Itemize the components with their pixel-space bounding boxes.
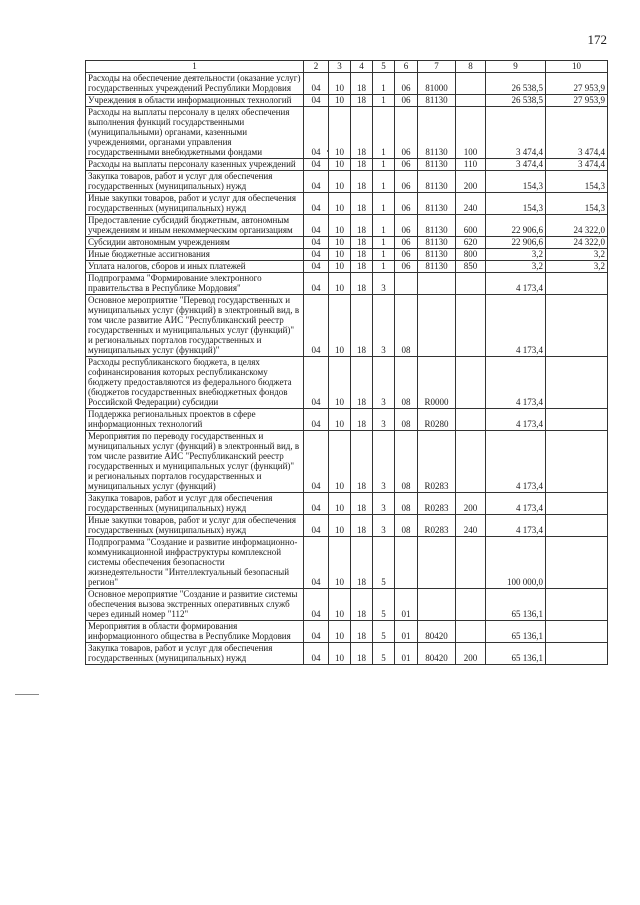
page-number: 172 — [587, 32, 607, 47]
direction-cell — [418, 295, 456, 357]
subprogram-cell: 1 — [373, 249, 395, 261]
amount-cell: 100 000,0 — [486, 537, 546, 589]
direction-cell: 81130 — [418, 249, 456, 261]
subprogram-cell: 1 — [373, 237, 395, 249]
program-cell: 18 — [351, 273, 373, 295]
table-row — [86, 621, 608, 643]
amount-cell: 65 136,1 — [486, 643, 546, 665]
program-cell: 18 — [351, 171, 373, 193]
section-cell: 04 — [304, 171, 329, 193]
subprogram-cell: 1 — [373, 193, 395, 215]
program-cell: 18 — [351, 431, 373, 493]
expense-name-cell: Закупка товаров, работ и услуг для обеспечения государственных (муниципальных) нужд — [86, 493, 304, 515]
section-cell: 04 — [304, 589, 329, 621]
program-cell: 18 — [351, 159, 373, 171]
section-cell: 04 — [304, 431, 329, 493]
direction-cell: 81130 — [418, 193, 456, 215]
amount-cell: 4 173,4 — [486, 357, 546, 409]
amount-cell: 4 173,4 — [486, 295, 546, 357]
expense-type-cell: 800 — [456, 249, 486, 261]
direction-cell: 81130 — [418, 215, 456, 237]
expense-type-cell — [456, 537, 486, 589]
section-cell: 04 — [304, 295, 329, 357]
column-number-6: 6 — [395, 61, 418, 73]
main-event-cell: 01 — [395, 643, 418, 665]
amount-next-cell — [546, 515, 608, 537]
amount-next-cell — [546, 295, 608, 357]
column-number-10: 10 — [546, 61, 608, 73]
amount-next-cell: 27 953,9 — [546, 95, 608, 107]
table-row — [86, 249, 608, 261]
subsection-cell: 10 — [329, 589, 351, 621]
program-cell: 18 — [351, 515, 373, 537]
section-cell: 04 — [304, 107, 329, 159]
program-cell: 18 — [351, 249, 373, 261]
subsection-cell: 10 — [329, 237, 351, 249]
expense-name-cell: Расходы республиканского бюджета, в целях софинансирования которых республиканскому бюджету предоставляются из федерального бюджета (бюджетов государственных внебюджетных фондов Российской Федерации) субсидии — [86, 357, 304, 409]
subsection-cell: 10 — [329, 107, 351, 159]
direction-cell: R0283 — [418, 431, 456, 493]
table-row — [86, 107, 608, 159]
expense-type-cell: 200 — [456, 171, 486, 193]
amount-next-cell: 3,2 — [546, 249, 608, 261]
amount-next-cell — [546, 643, 608, 665]
expense-type-cell: 240 — [456, 193, 486, 215]
direction-cell: R0280 — [418, 409, 456, 431]
program-cell: 18 — [351, 643, 373, 665]
section-cell: 04 — [304, 159, 329, 171]
expense-type-cell: 850 — [456, 261, 486, 273]
direction-cell — [418, 273, 456, 295]
table-row — [86, 237, 608, 249]
main-event-cell: 08 — [395, 295, 418, 357]
program-cell: 18 — [351, 95, 373, 107]
section-cell: 04 — [304, 73, 329, 95]
amount-next-cell: 154,3 — [546, 193, 608, 215]
expense-type-cell — [456, 409, 486, 431]
section-cell: 04 — [304, 95, 329, 107]
expense-name-cell: Подпрограмма "Создание и развитие информационно-коммуникационной инфраструктуры комплексной системы обеспечения безопасности жизнедеятельности "Интеллектуальный безопасный регион" — [86, 537, 304, 589]
expense-name-cell: Мероприятия по переводу государственных и муниципальных услуг (функций) в электронный вид, в том числе развитие АИС "Республиканский реестр государственных и муниципальных услуг (функций)" и региональных порталов государственных и муниципальных услуг (функций) — [86, 431, 304, 493]
table-body — [86, 73, 608, 665]
amount-cell: 4 173,4 — [486, 493, 546, 515]
direction-cell: R0283 — [418, 515, 456, 537]
amount-next-cell — [546, 537, 608, 589]
subsection-cell: 10 — [329, 409, 351, 431]
main-event-cell: 06 — [395, 73, 418, 95]
budget-table — [85, 60, 608, 665]
scan-artifact-line — [15, 694, 39, 695]
program-cell: 18 — [351, 261, 373, 273]
expense-type-cell: 200 — [456, 643, 486, 665]
expense-name-cell: Поддержка региональных проектов в сфере информационных технологий — [86, 409, 304, 431]
amount-cell: 26 538,5 — [486, 73, 546, 95]
subsection-cell: 10 — [329, 193, 351, 215]
table-row — [86, 73, 608, 95]
expense-type-cell — [456, 431, 486, 493]
column-number-4: 4 — [351, 61, 373, 73]
subprogram-cell: 1 — [373, 107, 395, 159]
subsection-cell: 10 — [329, 537, 351, 589]
section-cell: 04 — [304, 357, 329, 409]
subprogram-cell: 5 — [373, 537, 395, 589]
subprogram-cell: 3 — [373, 493, 395, 515]
main-event-cell: 08 — [395, 515, 418, 537]
direction-cell: 81130 — [418, 171, 456, 193]
subsection-cell: 10 — [329, 171, 351, 193]
expense-name-cell: Закупка товаров, работ и услуг для обеспечения государственных (муниципальных) нужд — [86, 171, 304, 193]
amount-cell: 3 474,4 — [486, 159, 546, 171]
expense-type-cell: 620 — [456, 237, 486, 249]
amount-cell: 154,3 — [486, 171, 546, 193]
column-number-3: 3 — [329, 61, 351, 73]
direction-cell — [418, 589, 456, 621]
amount-cell: 4 173,4 — [486, 515, 546, 537]
expense-name-cell: Иные закупки товаров, работ и услуг для обеспечения государственных (муниципальных) нужд — [86, 193, 304, 215]
expense-type-cell: 100 — [456, 107, 486, 159]
section-cell: 04 — [304, 237, 329, 249]
amount-cell: 22 906,6 — [486, 237, 546, 249]
table-row — [86, 95, 608, 107]
subprogram-cell: 5 — [373, 589, 395, 621]
subprogram-cell: 3 — [373, 515, 395, 537]
amount-next-cell — [546, 621, 608, 643]
amount-next-cell — [546, 493, 608, 515]
expense-name-cell: Закупка товаров, работ и услуг для обеспечения государственных (муниципальных) нужд — [86, 643, 304, 665]
amount-cell: 3,2 — [486, 261, 546, 273]
program-cell: 18 — [351, 537, 373, 589]
expense-type-cell: 200 — [456, 493, 486, 515]
expense-name-cell: Уплата налогов, сборов и иных платежей — [86, 261, 304, 273]
expense-type-cell: 240 — [456, 515, 486, 537]
table-row — [86, 215, 608, 237]
expense-type-cell — [456, 95, 486, 107]
amount-next-cell — [546, 589, 608, 621]
main-event-cell: 06 — [395, 193, 418, 215]
table-row — [86, 493, 608, 515]
amount-next-cell: 3,2 — [546, 261, 608, 273]
column-number-5: 5 — [373, 61, 395, 73]
direction-cell: 81130 — [418, 107, 456, 159]
amount-cell: 4 173,4 — [486, 431, 546, 493]
amount-next-cell: 24 322,0 — [546, 237, 608, 249]
subsection-cell: 10 — [329, 73, 351, 95]
expense-type-cell — [456, 273, 486, 295]
subsection-cell: 10 — [329, 643, 351, 665]
main-event-cell: 06 — [395, 95, 418, 107]
amount-next-cell: 154,3 — [546, 171, 608, 193]
amount-cell: 65 136,1 — [486, 589, 546, 621]
subsection-cell: 10 — [329, 215, 351, 237]
section-cell: 04 — [304, 409, 329, 431]
direction-cell: 80420 — [418, 643, 456, 665]
amount-cell: 22 906,6 — [486, 215, 546, 237]
subprogram-cell: 5 — [373, 643, 395, 665]
expense-type-cell: 110 — [456, 159, 486, 171]
section-cell: 04 — [304, 643, 329, 665]
column-number-7: 7 — [418, 61, 456, 73]
direction-cell: R0000 — [418, 357, 456, 409]
section-cell: 04 — [304, 193, 329, 215]
expense-name-cell: Расходы на выплаты персоналу в целях обеспечения выполнения функций государственными (муниципальными) органами, казенными учреждениями, органами управления государственными внебюджетными фондами — [86, 107, 304, 159]
subsection-cell: 10 — [329, 357, 351, 409]
direction-cell: R0283 — [418, 493, 456, 515]
expense-name-cell: Расходы на обеспечение деятельности (оказание услуг) государственных учреждений Республики Мордовия — [86, 73, 304, 95]
subsection-cell: 10 — [329, 493, 351, 515]
subsection-cell: 10 — [329, 431, 351, 493]
table-row — [86, 193, 608, 215]
subprogram-cell: 1 — [373, 171, 395, 193]
amount-cell: 3 474,4 — [486, 107, 546, 159]
section-cell: 04 — [304, 493, 329, 515]
expense-type-cell — [456, 295, 486, 357]
scan-artifact-dot — [327, 150, 329, 152]
main-event-cell: 06 — [395, 237, 418, 249]
subsection-cell: 10 — [329, 621, 351, 643]
expense-name-cell: Иные бюджетные ассигнования — [86, 249, 304, 261]
expense-name-cell: Иные закупки товаров, работ и услуг для обеспечения государственных (муниципальных) нужд — [86, 515, 304, 537]
main-event-cell: 06 — [395, 107, 418, 159]
program-cell: 18 — [351, 215, 373, 237]
main-event-cell: 06 — [395, 249, 418, 261]
main-event-cell: 06 — [395, 159, 418, 171]
program-cell: 18 — [351, 193, 373, 215]
subprogram-cell: 1 — [373, 95, 395, 107]
table-row — [86, 273, 608, 295]
amount-cell: 4 173,4 — [486, 273, 546, 295]
expense-name-cell: Расходы на выплаты персоналу казенных учреждений — [86, 159, 304, 171]
subprogram-cell: 1 — [373, 73, 395, 95]
amount-cell: 154,3 — [486, 193, 546, 215]
amount-next-cell: 27 953,9 — [546, 73, 608, 95]
main-event-cell: 06 — [395, 171, 418, 193]
expense-name-cell: Основное мероприятие "Создание и развитие системы обеспечения вызова экстренных оперативных служб через единый номер "112" — [86, 589, 304, 621]
amount-next-cell — [546, 431, 608, 493]
table-row — [86, 643, 608, 665]
subsection-cell: 10 — [329, 515, 351, 537]
subprogram-cell: 1 — [373, 261, 395, 273]
expense-type-cell — [456, 621, 486, 643]
direction-cell: 81130 — [418, 95, 456, 107]
column-number-8: 8 — [456, 61, 486, 73]
expense-type-cell — [456, 73, 486, 95]
subprogram-cell: 1 — [373, 159, 395, 171]
subprogram-cell: 3 — [373, 357, 395, 409]
program-cell: 18 — [351, 621, 373, 643]
subsection-cell: 10 — [329, 159, 351, 171]
table-row — [86, 589, 608, 621]
table-row — [86, 261, 608, 273]
main-event-cell: 08 — [395, 409, 418, 431]
direction-cell: 81000 — [418, 73, 456, 95]
program-cell: 18 — [351, 357, 373, 409]
program-cell: 18 — [351, 409, 373, 431]
table-row — [86, 171, 608, 193]
table-row — [86, 409, 608, 431]
section-cell: 04 — [304, 621, 329, 643]
direction-cell: 81130 — [418, 159, 456, 171]
direction-cell: 81130 — [418, 237, 456, 249]
subprogram-cell: 3 — [373, 431, 395, 493]
amount-next-cell — [546, 357, 608, 409]
subsection-cell: 10 — [329, 95, 351, 107]
amount-next-cell: 3 474,4 — [546, 107, 608, 159]
subsection-cell: 10 — [329, 249, 351, 261]
program-cell: 18 — [351, 73, 373, 95]
table-row — [86, 357, 608, 409]
expense-name-cell: Субсидии автономным учреждениям — [86, 237, 304, 249]
subprogram-cell: 5 — [373, 621, 395, 643]
table-row — [86, 159, 608, 171]
subsection-cell: 10 — [329, 261, 351, 273]
main-event-cell: 01 — [395, 621, 418, 643]
amount-cell: 4 173,4 — [486, 409, 546, 431]
main-event-cell: 08 — [395, 493, 418, 515]
amount-next-cell — [546, 273, 608, 295]
table-row — [86, 537, 608, 589]
subsection-cell: 10 — [329, 273, 351, 295]
section-cell: 04 — [304, 515, 329, 537]
amount-next-cell — [546, 409, 608, 431]
subprogram-cell: 1 — [373, 215, 395, 237]
subprogram-cell: 3 — [373, 295, 395, 357]
column-number-2: 2 — [304, 61, 329, 73]
main-event-cell: 08 — [395, 431, 418, 493]
expense-name-cell: Предоставление субсидий бюджетным, автономным учреждениям и иным некоммерческим организациям — [86, 215, 304, 237]
amount-cell: 65 136,1 — [486, 621, 546, 643]
main-event-cell — [395, 273, 418, 295]
section-cell: 04 — [304, 273, 329, 295]
subsection-cell: 10 — [329, 295, 351, 357]
subprogram-cell: 3 — [373, 273, 395, 295]
column-number-1: 1 — [86, 61, 304, 73]
main-event-cell: 01 — [395, 589, 418, 621]
amount-cell: 26 538,5 — [486, 95, 546, 107]
expense-type-cell: 600 — [456, 215, 486, 237]
program-cell: 18 — [351, 295, 373, 357]
direction-cell — [418, 537, 456, 589]
expense-name-cell: Подпрограмма "Формирование электронного правительства в Республике Мордовия" — [86, 273, 304, 295]
section-cell: 04 — [304, 215, 329, 237]
table-row — [86, 295, 608, 357]
main-event-cell — [395, 537, 418, 589]
main-event-cell: 06 — [395, 215, 418, 237]
table-row — [86, 515, 608, 537]
expense-type-cell — [456, 589, 486, 621]
program-cell: 18 — [351, 493, 373, 515]
column-number-row — [86, 61, 608, 73]
program-cell: 18 — [351, 107, 373, 159]
main-event-cell: 08 — [395, 357, 418, 409]
column-number-9: 9 — [486, 61, 546, 73]
program-cell: 18 — [351, 237, 373, 249]
amount-cell: 3,2 — [486, 249, 546, 261]
program-cell: 18 — [351, 589, 373, 621]
expense-name-cell: Учреждения в области информационных технологий — [86, 95, 304, 107]
expense-type-cell — [456, 357, 486, 409]
expense-name-cell: Мероприятия в области формирования информационного общества в Республике Мордовия — [86, 621, 304, 643]
direction-cell: 80420 — [418, 621, 456, 643]
amount-next-cell: 24 322,0 — [546, 215, 608, 237]
section-cell: 04 — [304, 261, 329, 273]
section-cell: 04 — [304, 537, 329, 589]
subprogram-cell: 3 — [373, 409, 395, 431]
amount-next-cell: 3 474,4 — [546, 159, 608, 171]
expense-name-cell: Основное мероприятие "Перевод государственных и муниципальных услуг (функций) в электронный вид, в том числе развитие АИС "Республиканский реестр государственных и муниципальных услуг (функций)" и региональных порталов государственных и муниципальных услуг (функций)" — [86, 295, 304, 357]
section-cell: 04 — [304, 249, 329, 261]
table-row — [86, 431, 608, 493]
direction-cell: 81130 — [418, 261, 456, 273]
main-event-cell: 06 — [395, 261, 418, 273]
